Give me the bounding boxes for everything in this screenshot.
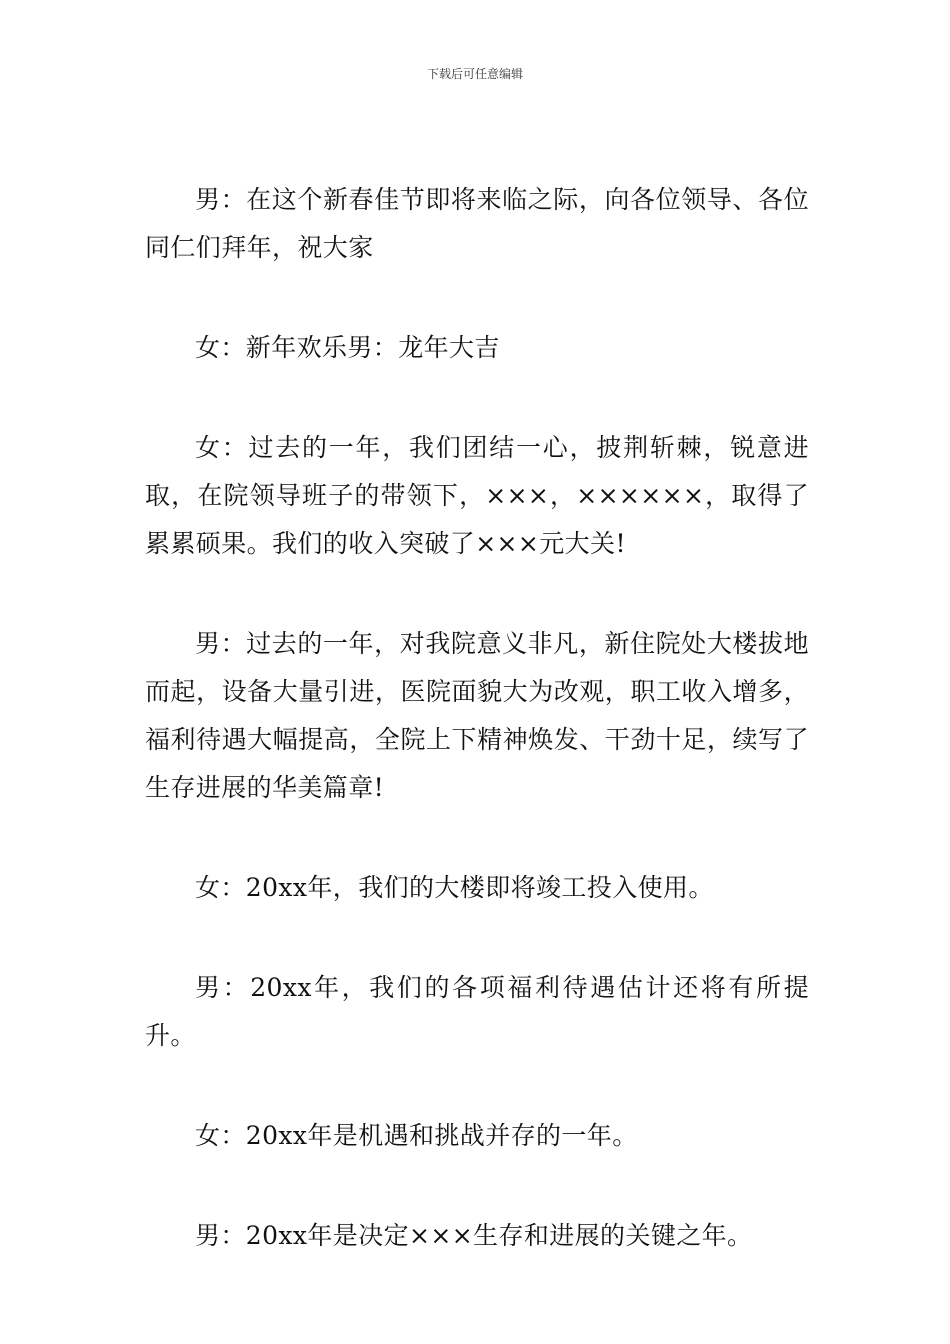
paragraph-5: 女：20xx年，我们的大楼即将竣工投入使用。 — [195, 873, 714, 902]
paragraph-6: 男：20xx年，我们的各项福利待遇估计还将有所提升。 — [145, 973, 809, 1050]
paragraph-1: 男：在这个新春佳节即将来临之际，向各位领导、各位同仁们拜年，祝大家 — [145, 185, 809, 262]
document-body — [145, 176, 809, 1312]
paragraph-8: 男：20xx年是决定×××生存和进展的关键之年。 — [195, 1221, 753, 1250]
paragraph-3: 女：过去的一年，我们团结一心，披荆斩棘，锐意进取，在院领导班子的带领下，×××，××××××，取得了累累硕果。我们的收入突破了×××元大关! — [145, 433, 809, 558]
page-header-note: 下载后可任意编辑 — [426, 67, 523, 81]
paragraph-2: 女：新年欢乐男：龙年大吉 — [195, 333, 500, 362]
paragraph-4: 男：过去的一年，对我院意义非凡，新住院处大楼拔地而起，设备大量引进，医院面貌大为改观，职工收入增多，福利待遇大幅提高，全院上下精神焕发、干劲十足，续写了生存进展的华美篇章! — [145, 629, 809, 802]
paragraph-7: 女：20xx年是机遇和挑战并存的一年。 — [195, 1121, 638, 1150]
